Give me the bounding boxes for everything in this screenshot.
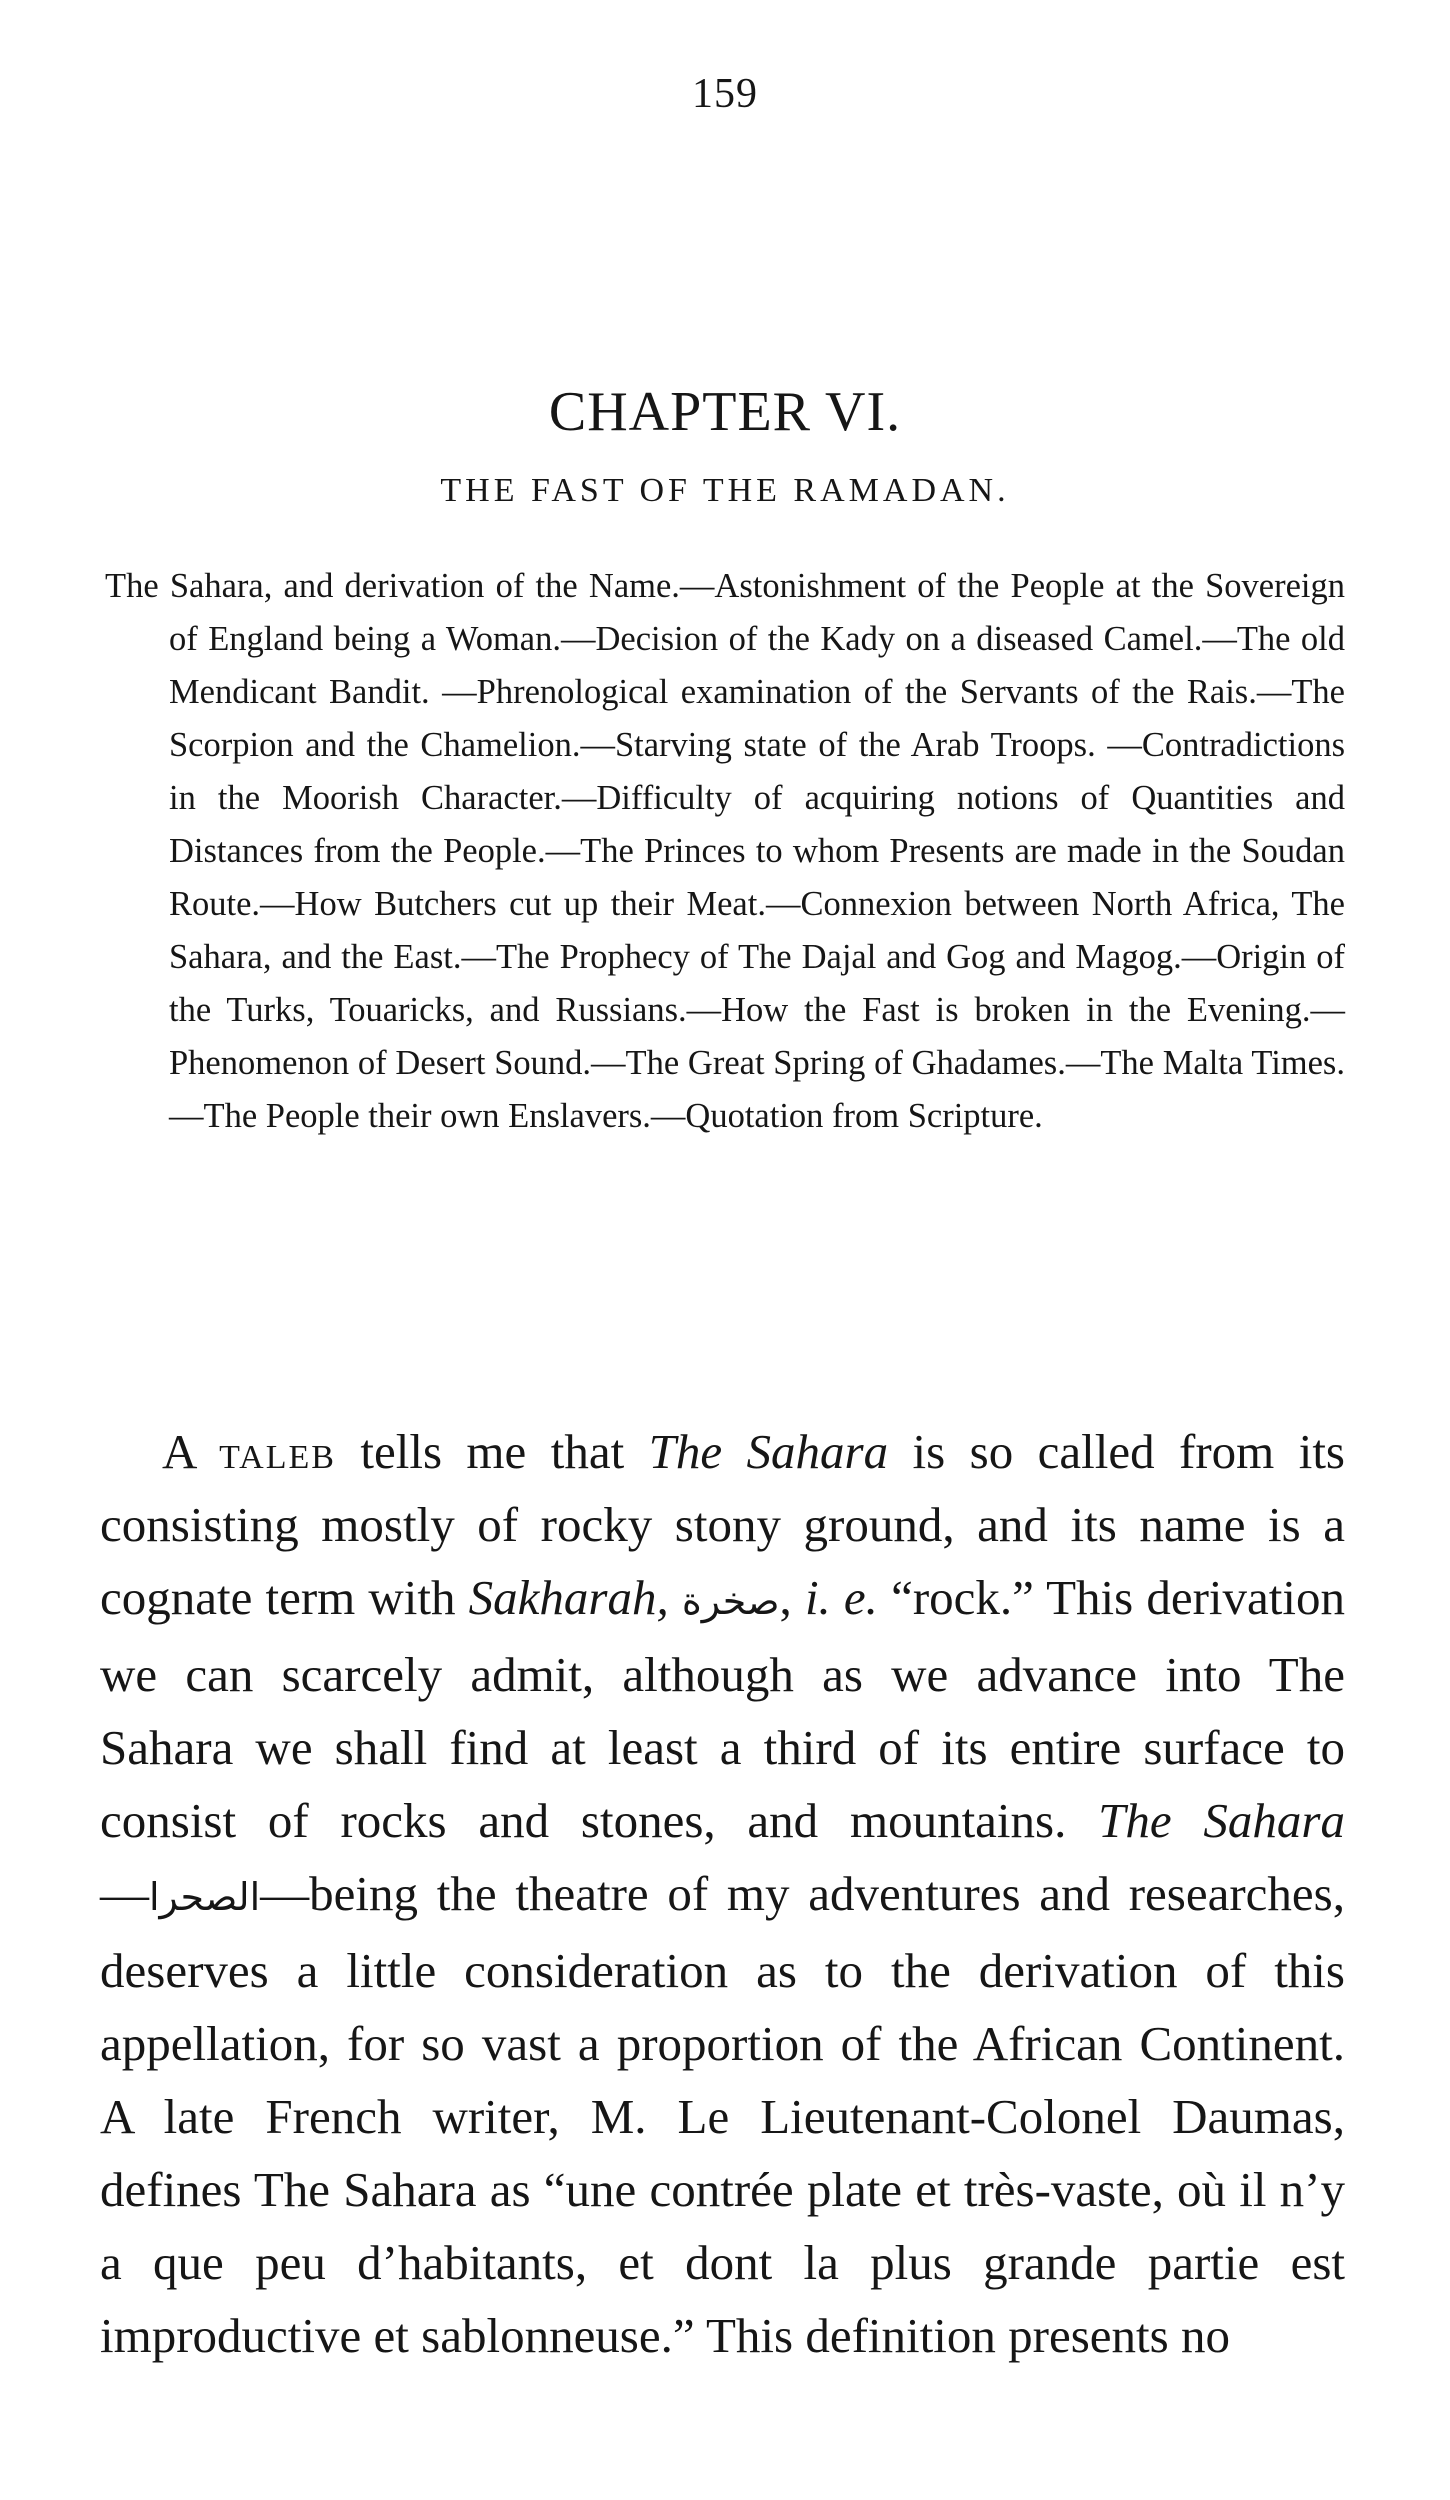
text-run: is so called from its consisting mostly of rocky stony ground, and its name is a cognate term with xyxy=(100,1424,1345,1625)
text-run: —being the theatre of my adventures and researches, deserves a little consideration as to the derivation of this appellation, for so vast a proportion of the African Continent. A late French writer, M. Le Lieutenant-Colonel Daumas, defines The Sahara as “une contrée plate et très-vaste, où il n’y a que peu d’habitants, et dont la plus grande partie est improductive et sablonneuse.” This definition presents no xyxy=(100,1866,1345,2363)
text-run: , xyxy=(779,1570,805,1625)
italic-term: The Sahara xyxy=(1098,1793,1345,1848)
text-run: — xyxy=(100,1866,149,1921)
chapter-synopsis: The Sahara, and derivation of the Name.—Astonishment of the People at the Sovereign of England being a Woman.—Decision of the Kady on a diseased Camel.—The old Mendicant Bandit. —Phrenological examination of the Servants of the Rais.—The Scorpion and the Chamelion.—Starving state of the Arab Troops. —Contradictions in the Moorish Character.—Difficulty of acquiring notions of Quantities and Distances from the People.—The Princes to whom Presents are made in the Soudan Route.—How Butchers cut up their Meat.—Connexion between North Africa, The Sahara, and the East.—The Prophecy of The Dajal and Gog and Magog.—Origin of the Turks, Touaricks, and Russians.—How the Fast is broken in the Evening.—Phenomenon of Desert Sound.—The Great Spring of Ghadames.—The Malta Times.—The People their own Enslavers.—Quotation from Scripture. xyxy=(105,567,1345,1135)
opening-word: A xyxy=(162,1424,195,1479)
arabic-term: الصحرا xyxy=(149,1875,261,1919)
smallcaps-term: taleb xyxy=(219,1424,336,1479)
body-paragraph xyxy=(100,1415,1345,2372)
italic-term: The Sahara xyxy=(648,1424,889,1479)
arabic-term: صخرة xyxy=(681,1579,780,1623)
text-run: “rock.” This derivation we can scarcely admit, although as we advance into The Sahara we shall find at least a third of its entire surface to consist of rocks and stones, and mountains. xyxy=(100,1570,1346,1848)
chapter-title: CHAPTER VI. xyxy=(548,381,902,443)
italic-term: i. e. xyxy=(804,1570,878,1625)
chapter-subtitle: THE FAST OF THE RAMADAN. xyxy=(440,472,1010,509)
italic-term: Sakharah, xyxy=(468,1570,669,1625)
page-number: 159 xyxy=(692,71,758,117)
text-run: tells me that xyxy=(335,1424,649,1479)
